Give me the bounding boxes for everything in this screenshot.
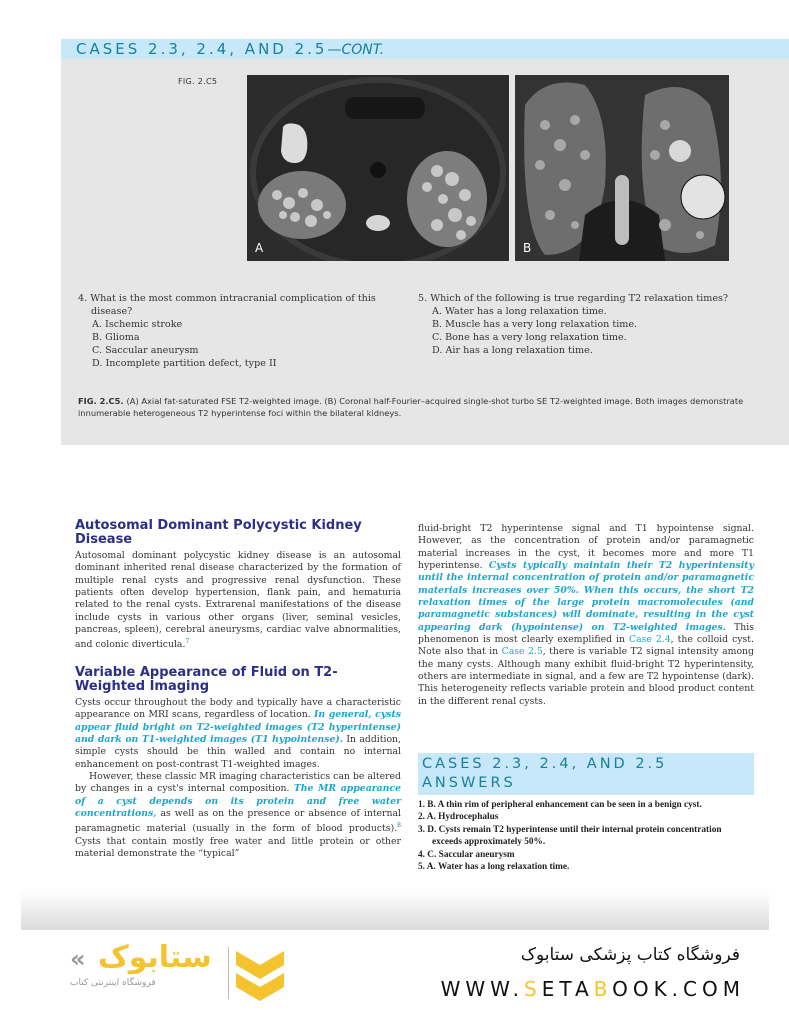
question-5-option-a: A. Water has a long relaxation time. [432,306,607,317]
setabook-logo [40,935,250,1005]
case-continuation-box [61,39,789,445]
figure-caption-text: (A) Axial fat-saturated FSE T2-weighted image. (B) Coronal half-Fourier–acquired single-shot turbo SE T2-weighted image. Both images demonstrate innumerable heterogeneous T2 hyperintense foci within the bilateral kidneys. [78,396,744,418]
highlight-cyst-signal: In general, cysts appear fluid bright on T2-weighted images (T2 hyperintense) and dark on T1-weighted images (T1 hypointense). [75,709,401,745]
question-4 [78,292,398,370]
question-5 [418,292,748,357]
figure-caption-label: FIG. 2.C5. [78,396,124,406]
heading-variable-appearance: Variable Appearance of Fluid on T2-Weighted Imaging [75,664,338,694]
question-5-stem: 5. Which of the following is true regarding T2 relaxation times? [418,293,729,304]
logo-wordmark: ستابوک [98,940,212,975]
right-column [418,523,754,708]
mri-image-axial [247,75,509,261]
question-4-stem: 4. What is the most common intracranial complication of this disease? [78,293,376,317]
question-4-option-a: A. Ischemic stroke [92,319,183,330]
panel-letter-b: B [523,241,532,255]
page-bottom-shadow [21,890,769,930]
case-header-title: CASES 2.3, 2.4, AND 2.5—CONT. [76,40,385,58]
paragraph-cysts-continued: fluid-bright T2 hyperintense signal and T1 hypointense signal. However, as the concentration of protein and/or paramagnetic material increases in the cyst, it becomes more and more T1 hyperintense. Cysts typically maintain their T2 hyperintensity until the internal concentration of protein and/or paramagnetic materials increases over 50%. When this occurs, the short T2 relaxation times of the large protein macromolecules (and paramagnetic substances) will dominate, resulting in the cyst appearing dark (hypointense) on T2-weighted images. This phenomenon is most clearly exemplified in Case 2.4, the colloid cyst. Note also that in Case 2.5, there is variable T2 signal intensity among the many cysts. Although many exhibit fluid-bright T2 hyperintensity, others are intermediate in signal, and a few are T2 hypointense (dark). This heterogeneity reflects variable protein and blood product content in the different renal cysts. [418,523,755,707]
reference-7[interactable]: 7 [185,638,190,646]
question-5-option-c: C. Bone has a very long relaxation time. [432,332,627,343]
store-url[interactable]: WWW.SETABOOK.COM [440,977,745,1001]
link-case-2-4[interactable]: Case 2.4 [628,634,671,646]
paragraph-cysts-2: However, these classic MR imaging characteristics can be altered by changes in a cyst's internal composition. The MR appearance of a cyst depends on its protein and free water concentrations, as well as on the presence or absence of internal paramagnetic material (usually in the form of blood products).$^8$ Cysts that contain mostly free water and little protein or other material demonstrate the “typical” [75,770,401,860]
paragraph-adpkd: Autosomal dominant polycystic kidney disease is an autosomal dominant inherited renal disease characterized by the formation of multiple renal cysts and progressive renal dysfunction. These patients often develop hypertension, flank pain, and hematuria related to the renal cysts. Extrarenal manifestations of the disease include cysts in various other organs (liver, seminal vesicles, pancreas, spleen), cerebral aneurysms, cardiac valve abnormalities, and colonic diverticula.$^7$ [75,550,401,651]
paragraph-cysts-1: Cysts occur throughout the body and typically have a characteristic appearance on MRI scans, regardless of location. In general, cysts appear fluid bright on T2-weighted images (T2 hyperintense) and dark on T1-weighted images (T1 hypointense). In addition, simple cysts should be thin walled and contain no internal enhancement on post-contrast T1-weighted images. [75,696,401,770]
answer-3: 3. D. Cysts remain T2 hyperintense until their internal protein concentration exceeds approximately 50%. [418,824,722,848]
reference-8[interactable]: 8 [397,822,401,830]
answers-header-bar [418,753,754,795]
question-4-option-c: C. Saccular aneurysm [92,345,199,356]
figure-label: FIG. 2.C5 [178,77,218,86]
left-column [75,519,401,860]
link-case-2-5[interactable]: Case 2.5 [501,646,543,658]
highlight-t2-hyperintensity: Cysts typically maintain their T2 hyperintensity until the internal concentration of protein and/or paramagnetic materials increases over 50%. When this occurs, the short T2 relaxation times of the large protein macromolecules (and paramagnetic substances) will dominate, resulting in the cyst appearing dark (hypointense) on T2-weighted images. [418,560,754,633]
mri-coronal-graphic [515,75,729,261]
question-5-option-d: D. Air has a long relaxation time. [432,345,593,356]
answer-2: 2. A. Hydrocephalus [418,812,499,823]
store-name-persian: فروشگاه کتاب پزشکی ستابوک [520,945,740,965]
answer-1: 1. B. A thin rim of peripheral enhancement can be seen in a benign cyst. [418,800,702,810]
panel-letter-a: A [255,241,264,255]
question-5-option-b: B. Muscle has a very long relaxation time. [432,319,638,330]
highlight-mr-appearance: The MR appearance of a cyst depends on its protein and free water concentrations, [75,783,401,819]
heading-adpkd: Autosomal Dominant Polycystic Kidney Disease [75,518,362,547]
logo-chevron-emblem-icon [232,947,288,1003]
answer-5: 5. A. Water has a long relaxation time. [418,862,570,873]
case-header-bar [61,39,789,59]
question-4-option-b: B. Glioma [92,332,140,343]
answer-4: 4. C. Saccular aneurysm [418,849,515,860]
logo-chevrons-icon: « [70,945,86,973]
answers-heading: CASES 2.3, 2.4, AND 2.5 ANSWERS [422,756,668,791]
logo-divider [228,947,229,999]
mri-axial-graphic [247,75,509,261]
question-4-option-d: D. Incomplete partition defect, type II [92,358,277,369]
logo-subtitle: فروشگاه اینترنتی کتاب [70,978,156,988]
mri-image-coronal [515,75,729,261]
answers-list [418,799,738,873]
figure-caption [78,395,758,419]
